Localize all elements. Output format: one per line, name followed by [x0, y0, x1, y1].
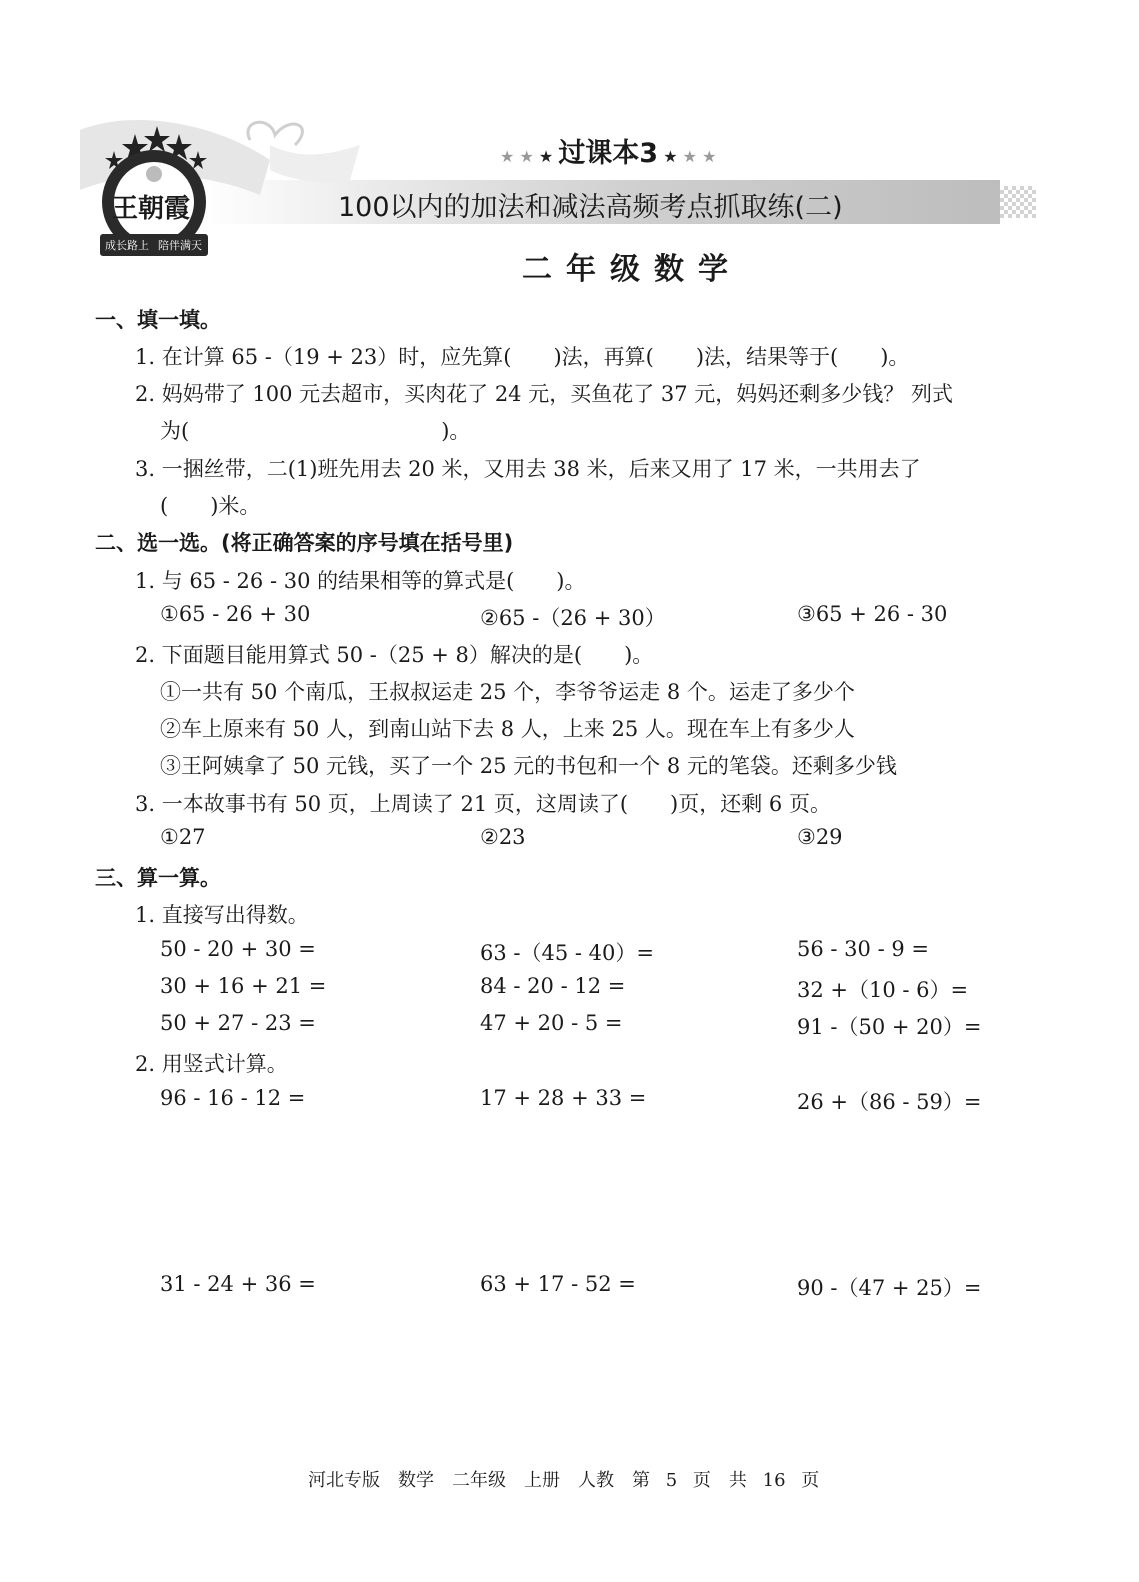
checker-decoration: [1000, 186, 1036, 218]
logo-slogan-right: 陪伴满天: [158, 239, 202, 252]
question-text: 1. 在计算 65 -（19 + 23）时，应先算( )法，再算( )法，结果等于( )。: [135, 345, 910, 369]
equation: 31 - 24 + 36 =: [160, 1272, 316, 1296]
answer-option: ①一共有 50 个南瓜，王叔叔运走 25 个，李爷爷运走 8 个。运走了多少个: [160, 680, 855, 704]
star-icon: ★: [682, 147, 697, 166]
question-text: 2. 用竖式计算。: [135, 1052, 288, 1076]
answer-option: ①27: [160, 825, 206, 849]
question-text: 为( )。: [160, 419, 471, 443]
header-label: 过课本3: [558, 138, 659, 169]
page-footer: 河北专版 数学 二年级 上册 人教 第 5 页 共 16 页: [308, 1470, 820, 1491]
star-icon: ★: [519, 147, 534, 166]
answer-option: ②车上原来有 50 人，到南山站下去 8 人，上来 25 人。现在车上有多少人: [160, 717, 855, 741]
question-text: ( )米。: [160, 494, 261, 518]
logo-slogan-left: 成长路上: [105, 239, 149, 252]
section-heading: 一、填一填。: [95, 308, 221, 332]
star-icon: ★: [538, 147, 554, 166]
equation: 90 -（47 + 25）=: [797, 1276, 982, 1300]
section-heading: 二、选一选。(将正确答案的序号填在括号里): [95, 531, 514, 555]
answer-option: ③65 + 26 - 30: [797, 602, 948, 626]
equation: 50 + 27 - 23 =: [160, 1011, 316, 1035]
equation: 63 + 17 - 52 =: [480, 1272, 636, 1296]
equation: 63 -（45 - 40）=: [480, 941, 654, 965]
section-heading: 三、算一算。: [95, 866, 221, 890]
equation: 26 +（86 - 59）=: [797, 1090, 982, 1114]
answer-option: ②65 -（26 + 30）: [480, 606, 666, 630]
equation: 30 + 16 + 21 =: [160, 974, 327, 998]
answer-option: ③王阿姨拿了 50 元钱，买了一个 25 元的书包和一个 8 元的笔袋。还剩多少钱: [160, 754, 897, 778]
answer-option: ②23: [480, 825, 526, 849]
equation: 47 + 20 - 5 =: [480, 1011, 623, 1035]
equation: 32 +（10 - 6）=: [797, 978, 969, 1002]
question-text: 3. 一捆丝带，二(1)班先用去 20 米，又用去 38 米，后来又用了 17 米，一共用去了: [135, 457, 921, 481]
star-icon: ★: [702, 147, 717, 166]
question-text: 2. 妈妈带了 100 元去超市，买肉花了 24 元，买鱼花了 37 元，妈妈还剩多少钱？ 列式: [135, 382, 953, 406]
subject-title: 二年级数学: [522, 252, 742, 287]
main-title: 100以内的加法和减法高频考点抓取练(二): [338, 192, 843, 223]
header-label-row: [500, 131, 716, 170]
equation: 56 - 30 - 9 =: [797, 937, 929, 961]
answer-option: ③29: [797, 825, 843, 849]
question-text: 1. 直接写出得数。: [135, 903, 309, 927]
question-text: 1. 与 65 - 26 - 30 的结果相等的算式是( )。: [135, 569, 586, 593]
star-icon: ★: [663, 147, 678, 166]
equation: 96 - 16 - 12 =: [160, 1086, 306, 1110]
question-text: 2. 下面题目能用算式 50 -（25 + 8）解决的是( )。: [135, 643, 654, 667]
equation: 50 - 20 + 30 =: [160, 937, 316, 961]
star-icon: ★: [500, 147, 515, 166]
answer-option: ①65 - 26 + 30: [160, 602, 311, 626]
brand-logo: [92, 126, 216, 260]
equation: 84 - 20 - 12 =: [480, 974, 626, 998]
question-text: 3. 一本故事书有 50 页，上周读了 21 页，这周读了( )页，还剩 6 页。: [135, 792, 831, 816]
equation: 17 + 28 + 33 =: [480, 1086, 647, 1110]
equation: 91 -（50 + 20）=: [797, 1015, 982, 1039]
logo-name: 王朝霞: [112, 194, 191, 224]
